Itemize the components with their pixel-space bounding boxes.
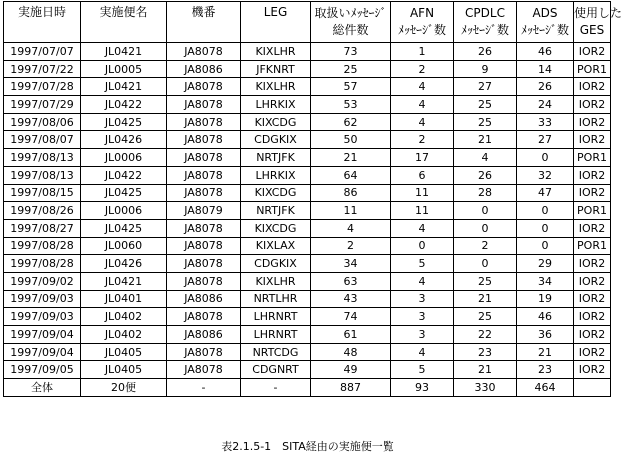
table-row — [4, 237, 611, 255]
flight-cell: JL0405 — [81, 343, 167, 361]
total-messages-cell: 50 — [311, 131, 391, 149]
total-messages-cell: 2 — [311, 237, 391, 255]
aircraft-cell: JA8078 — [167, 219, 241, 237]
flight-cell: JL0421 — [81, 78, 167, 96]
total-messages-cell: 25 — [311, 60, 391, 78]
aircraft-cell: JA8078 — [167, 308, 241, 326]
leg-cell: LHRKIX — [241, 166, 311, 184]
date-cell: 1997/09/02 — [4, 272, 81, 290]
cpdlc-cell: 26 — [454, 166, 517, 184]
date-cell: 1997/09/04 — [4, 343, 81, 361]
cpdlc-cell: 22 — [454, 326, 517, 344]
aircraft-cell: JA8078 — [167, 166, 241, 184]
ges-cell: IOR2 — [574, 184, 611, 202]
flight-cell: JL0005 — [81, 60, 167, 78]
total-messages-cell: 48 — [311, 343, 391, 361]
leg-cell: CDGNRT — [241, 361, 311, 379]
table-caption: 表2.1.5-1 SITA経由の実施便一覧 — [221, 440, 394, 453]
date-cell: 1997/08/13 — [4, 166, 81, 184]
header-aircraft: 機番 — [167, 2, 241, 43]
ads-cell: 21 — [517, 343, 574, 361]
flight-cell: JL0426 — [81, 255, 167, 273]
afn-cell: 6 — [391, 166, 454, 184]
cpdlc-cell: 0 — [454, 219, 517, 237]
table-row — [4, 131, 611, 149]
leg-cell: JFKNRT — [241, 60, 311, 78]
ges-cell: IOR2 — [574, 166, 611, 184]
header-afn: AFN ﾒｯｾｰｼﾞ数 — [391, 2, 454, 43]
afn-cell: 11 — [391, 202, 454, 220]
afn-cell: 11 — [391, 184, 454, 202]
aircraft-cell: JA8078 — [167, 237, 241, 255]
cpdlc-cell: 25 — [454, 308, 517, 326]
date-cell: 1997/08/07 — [4, 131, 81, 149]
leg-cell: CDGKIX — [241, 131, 311, 149]
afn-cell: 5 — [391, 255, 454, 273]
total-messages-cell: 49 — [311, 361, 391, 379]
aircraft-cell: JA8078 — [167, 272, 241, 290]
table-row — [4, 78, 611, 96]
date-cell: 1997/07/07 — [4, 43, 81, 61]
table-row — [4, 343, 611, 361]
table-body — [4, 43, 611, 397]
date-cell: 1997/08/27 — [4, 219, 81, 237]
ges-cell: IOR2 — [574, 326, 611, 344]
table-row — [4, 113, 611, 131]
total-messages-cell: 73 — [311, 43, 391, 61]
table-row — [4, 308, 611, 326]
sita-flight-table — [3, 1, 622, 397]
cpdlc-cell: 21 — [454, 131, 517, 149]
ads-cell: 34 — [517, 272, 574, 290]
flight-cell: JL0425 — [81, 184, 167, 202]
total-row — [4, 379, 611, 397]
afn-cell: 1 — [391, 43, 454, 61]
flight-cell: JL0426 — [81, 131, 167, 149]
afn-cell: 2 — [391, 131, 454, 149]
flight-cell: JL0421 — [81, 272, 167, 290]
aircraft-cell: JA8078 — [167, 96, 241, 114]
aircraft-cell: JA8078 — [167, 113, 241, 131]
total-messages-cell: 4 — [311, 219, 391, 237]
flight-cell: JL0401 — [81, 290, 167, 308]
header-ges: 使用した GES — [574, 2, 611, 43]
cpdlc-cell: 25 — [454, 96, 517, 114]
cpdlc-cell: 26 — [454, 43, 517, 61]
ges-cell: IOR2 — [574, 361, 611, 379]
ads-cell: 0 — [517, 219, 574, 237]
aircraft-cell: JA8078 — [167, 184, 241, 202]
cpdlc-cell: 2 — [454, 237, 517, 255]
aircraft-cell: JA8078 — [167, 149, 241, 167]
ads-cell: 24 — [517, 96, 574, 114]
cpdlc-cell: 0 — [454, 255, 517, 273]
total-flight-cell: 20便 — [81, 379, 167, 397]
ges-cell: IOR2 — [574, 255, 611, 273]
ges-cell: IOR2 — [574, 131, 611, 149]
cpdlc-cell: 0 — [454, 202, 517, 220]
ads-cell: 33 — [517, 113, 574, 131]
leg-cell: KIXLAX — [241, 237, 311, 255]
header-row — [4, 2, 611, 43]
total-leg-cell: - — [241, 379, 311, 397]
afn-cell: 4 — [391, 219, 454, 237]
date-cell: 1997/08/15 — [4, 184, 81, 202]
ges-cell: IOR2 — [574, 113, 611, 131]
total-afn-cell: 93 — [391, 379, 454, 397]
total-ges-cell — [574, 379, 611, 397]
leg-cell: KIXLHR — [241, 43, 311, 61]
header-flight: 実施便名 — [81, 2, 167, 43]
total-date-cell: 全体 — [4, 379, 81, 397]
ads-cell: 32 — [517, 166, 574, 184]
ads-cell: 29 — [517, 255, 574, 273]
total-messages-cell: 86 — [311, 184, 391, 202]
leg-cell: KIXCDG — [241, 184, 311, 202]
total-cpdlc-cell: 330 — [454, 379, 517, 397]
ges-cell: IOR2 — [574, 272, 611, 290]
flight-cell: JL0060 — [81, 237, 167, 255]
flight-cell: JL0402 — [81, 308, 167, 326]
total-messages-cell: 57 — [311, 78, 391, 96]
table-row — [4, 166, 611, 184]
header-total-messages: 取扱いﾒｯｾｰｼﾞ 総件数 — [311, 2, 391, 43]
ges-cell: POR1 — [574, 60, 611, 78]
ads-cell: 26 — [517, 78, 574, 96]
cpdlc-cell: 23 — [454, 343, 517, 361]
ads-cell: 0 — [517, 237, 574, 255]
ads-cell: 27 — [517, 131, 574, 149]
ges-cell: IOR2 — [574, 308, 611, 326]
total-messages-cell: 34 — [311, 255, 391, 273]
ges-cell: IOR2 — [574, 219, 611, 237]
flight-cell: JL0402 — [81, 326, 167, 344]
total-messages-cell: 21 — [311, 149, 391, 167]
aircraft-cell: JA8078 — [167, 361, 241, 379]
ads-cell: 46 — [517, 43, 574, 61]
aircraft-cell: JA8078 — [167, 43, 241, 61]
afn-cell: 4 — [391, 343, 454, 361]
afn-cell: 3 — [391, 326, 454, 344]
date-cell: 1997/08/13 — [4, 149, 81, 167]
ges-cell: IOR2 — [574, 43, 611, 61]
aircraft-cell: JA8078 — [167, 78, 241, 96]
total-messages-cell: 64 — [311, 166, 391, 184]
afn-cell: 17 — [391, 149, 454, 167]
header-date: 実施日時 — [4, 2, 81, 43]
aircraft-cell: JA8086 — [167, 60, 241, 78]
flight-cell: JL0006 — [81, 149, 167, 167]
date-cell: 1997/08/26 — [4, 202, 81, 220]
date-cell: 1997/08/28 — [4, 255, 81, 273]
date-cell: 1997/08/06 — [4, 113, 81, 131]
ges-cell: IOR2 — [574, 96, 611, 114]
cpdlc-cell: 27 — [454, 78, 517, 96]
aircraft-cell: JA8086 — [167, 290, 241, 308]
ges-cell: POR1 — [574, 149, 611, 167]
date-cell: 1997/07/22 — [4, 60, 81, 78]
afn-cell: 5 — [391, 361, 454, 379]
ads-cell: 23 — [517, 361, 574, 379]
total-messages-cell: 74 — [311, 308, 391, 326]
leg-cell: NRTCDG — [241, 343, 311, 361]
cpdlc-cell: 9 — [454, 60, 517, 78]
date-cell: 1997/09/03 — [4, 290, 81, 308]
cpdlc-cell: 4 — [454, 149, 517, 167]
aircraft-cell: JA8086 — [167, 326, 241, 344]
cpdlc-cell: 25 — [454, 272, 517, 290]
ges-cell: POR1 — [574, 202, 611, 220]
aircraft-cell: JA8078 — [167, 255, 241, 273]
afn-cell: 3 — [391, 290, 454, 308]
flight-cell: JL0006 — [81, 202, 167, 220]
total-total-messages-cell: 887 — [311, 379, 391, 397]
flight-cell: JL0425 — [81, 113, 167, 131]
table-row — [4, 60, 611, 78]
leg-cell: LHRNRT — [241, 308, 311, 326]
ads-cell: 47 — [517, 184, 574, 202]
total-ads-cell: 464 — [517, 379, 574, 397]
ads-cell: 0 — [517, 202, 574, 220]
total-messages-cell: 43 — [311, 290, 391, 308]
leg-cell: KIXCDG — [241, 113, 311, 131]
total-messages-cell: 61 — [311, 326, 391, 344]
ges-cell: IOR2 — [574, 290, 611, 308]
table-row — [4, 361, 611, 379]
afn-cell: 4 — [391, 113, 454, 131]
table-row — [4, 184, 611, 202]
ads-cell: 46 — [517, 308, 574, 326]
header-ads: ADS ﾒｯｾｰｼﾞ数 — [517, 2, 574, 43]
leg-cell: LHRKIX — [241, 96, 311, 114]
flight-cell: JL0422 — [81, 96, 167, 114]
total-messages-cell: 53 — [311, 96, 391, 114]
afn-cell: 4 — [391, 96, 454, 114]
leg-cell: NRTJFK — [241, 149, 311, 167]
afn-cell: 4 — [391, 272, 454, 290]
total-aircraft-cell: - — [167, 379, 241, 397]
total-messages-cell: 62 — [311, 113, 391, 131]
flight-cell: JL0422 — [81, 166, 167, 184]
flight-cell: JL0421 — [81, 43, 167, 61]
table-row — [4, 219, 611, 237]
ges-cell: POR1 — [574, 237, 611, 255]
date-cell: 1997/09/04 — [4, 326, 81, 344]
ges-cell: IOR2 — [574, 78, 611, 96]
ads-cell: 19 — [517, 290, 574, 308]
aircraft-cell: JA8078 — [167, 131, 241, 149]
aircraft-cell: JA8079 — [167, 202, 241, 220]
aircraft-cell: JA8078 — [167, 343, 241, 361]
date-cell: 1997/08/28 — [4, 237, 81, 255]
table-row — [4, 202, 611, 220]
leg-cell: KIXLHR — [241, 78, 311, 96]
date-cell: 1997/07/29 — [4, 96, 81, 114]
table-row — [4, 96, 611, 114]
afn-cell: 2 — [391, 60, 454, 78]
afn-cell: 0 — [391, 237, 454, 255]
leg-cell: KIXCDG — [241, 219, 311, 237]
leg-cell: LHRNRT — [241, 326, 311, 344]
table-row — [4, 290, 611, 308]
table-row — [4, 149, 611, 167]
cpdlc-cell: 25 — [454, 113, 517, 131]
header-leg: LEG — [241, 2, 311, 43]
date-cell: 1997/09/05 — [4, 361, 81, 379]
leg-cell: NRTJFK — [241, 202, 311, 220]
cpdlc-cell: 21 — [454, 361, 517, 379]
leg-cell: KIXLHR — [241, 272, 311, 290]
ads-cell: 0 — [517, 149, 574, 167]
table-row — [4, 326, 611, 344]
header-cpdlc: CPDLC ﾒｯｾｰｼﾞ数 — [454, 2, 517, 43]
date-cell: 1997/09/03 — [4, 308, 81, 326]
cpdlc-cell: 21 — [454, 290, 517, 308]
leg-cell: NRTLHR — [241, 290, 311, 308]
table-row — [4, 255, 611, 273]
total-messages-cell: 11 — [311, 202, 391, 220]
ads-cell: 36 — [517, 326, 574, 344]
leg-cell: CDGKIX — [241, 255, 311, 273]
table-row — [4, 43, 611, 61]
flight-cell: JL0425 — [81, 219, 167, 237]
ges-cell: IOR2 — [574, 343, 611, 361]
flight-cell: JL0405 — [81, 361, 167, 379]
ads-cell: 14 — [517, 60, 574, 78]
date-cell: 1997/07/28 — [4, 78, 81, 96]
total-messages-cell: 63 — [311, 272, 391, 290]
cpdlc-cell: 28 — [454, 184, 517, 202]
afn-cell: 3 — [391, 308, 454, 326]
table-row — [4, 272, 611, 290]
afn-cell: 4 — [391, 78, 454, 96]
